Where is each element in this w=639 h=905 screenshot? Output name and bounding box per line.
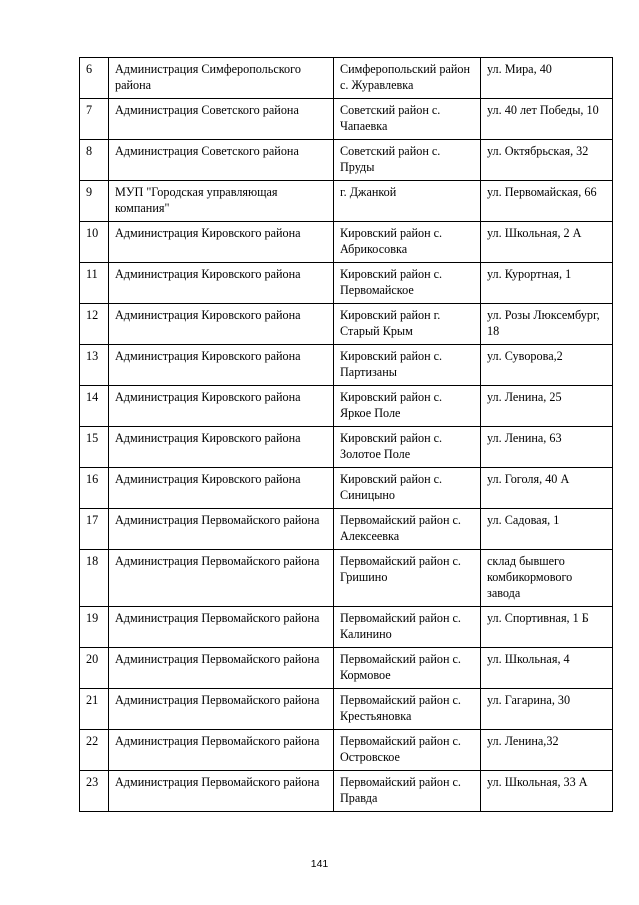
locality-cell: Кировский район с. Партизаны	[334, 345, 481, 386]
address-cell: ул. Ленина, 63	[481, 427, 613, 468]
organization-cell: Администрация Первомайского района	[109, 607, 334, 648]
locality-cell: Первомайский район с. Островское	[334, 730, 481, 771]
address-cell: ул. Гагарина, 30	[481, 689, 613, 730]
organization-cell: Администрация Первомайского района	[109, 771, 334, 812]
table-row	[80, 607, 613, 648]
table-row	[80, 345, 613, 386]
address-cell: ул. Ленина, 25	[481, 386, 613, 427]
table-row	[80, 509, 613, 550]
row-number-cell: 9	[80, 181, 109, 222]
organization-cell: МУП "Городская управляющая компания"	[109, 181, 334, 222]
table-row	[80, 771, 613, 812]
table-row	[80, 263, 613, 304]
row-number-cell: 6	[80, 58, 109, 99]
row-number-cell: 10	[80, 222, 109, 263]
locality-cell: Первомайский район с. Алексеевка	[334, 509, 481, 550]
row-number-cell: 7	[80, 99, 109, 140]
row-number-cell: 22	[80, 730, 109, 771]
table-row	[80, 730, 613, 771]
row-number-cell: 17	[80, 509, 109, 550]
table-row	[80, 99, 613, 140]
row-number-cell: 19	[80, 607, 109, 648]
locality-cell: Кировский район с. Синицыно	[334, 468, 481, 509]
table-row	[80, 140, 613, 181]
row-number-cell: 16	[80, 468, 109, 509]
locality-cell: Первомайский район с. Крестьяновка	[334, 689, 481, 730]
row-number-cell: 15	[80, 427, 109, 468]
organization-cell: Администрация Кировского района	[109, 386, 334, 427]
locality-cell: Советский район с. Чапаевка	[334, 99, 481, 140]
address-cell: ул. Мира, 40	[481, 58, 613, 99]
locality-cell: Первомайский район с. Кормовое	[334, 648, 481, 689]
row-number-cell: 11	[80, 263, 109, 304]
organization-cell: Администрация Кировского района	[109, 345, 334, 386]
locality-cell: Кировский район с. Золотое Поле	[334, 427, 481, 468]
address-cell: ул. Спортивная, 1 Б	[481, 607, 613, 648]
address-cell: ул. Ленина,32	[481, 730, 613, 771]
address-cell: склад бывшего комбикормового завода	[481, 550, 613, 607]
locality-cell: Кировский район с. Абрикосовка	[334, 222, 481, 263]
organization-cell: Администрация Первомайского района	[109, 648, 334, 689]
page-number: 141	[310, 858, 329, 870]
address-cell: ул. Школьная, 4	[481, 648, 613, 689]
address-cell: ул. Школьная, 33 А	[481, 771, 613, 812]
organization-cell: Администрация Советского района	[109, 140, 334, 181]
row-number-cell: 12	[80, 304, 109, 345]
locality-cell: Кировский район с. Первомайское	[334, 263, 481, 304]
organization-cell: Администрация Кировского района	[109, 222, 334, 263]
address-cell: ул. Первомайская, 66	[481, 181, 613, 222]
organization-cell: Администрация Кировского района	[109, 304, 334, 345]
organization-cell: Администрация Кировского района	[109, 468, 334, 509]
row-number-cell: 23	[80, 771, 109, 812]
organization-cell: Администрация Первомайского района	[109, 509, 334, 550]
document-table	[79, 57, 613, 812]
organization-cell: Администрация Кировского района	[109, 427, 334, 468]
table-row	[80, 386, 613, 427]
organization-cell: Администрация Первомайского района	[109, 730, 334, 771]
locality-cell: Первомайский район с. Правда	[334, 771, 481, 812]
organization-cell: Администрация Первомайского района	[109, 550, 334, 607]
address-cell: ул. Октябрьская, 32	[481, 140, 613, 181]
row-number-cell: 8	[80, 140, 109, 181]
table-row	[80, 550, 613, 607]
address-cell: ул. Гоголя, 40 А	[481, 468, 613, 509]
table-row	[80, 58, 613, 99]
locality-cell: Первомайский район с. Гришино	[334, 550, 481, 607]
address-cell: ул. Курортная, 1	[481, 263, 613, 304]
table-row	[80, 304, 613, 345]
row-number-cell: 13	[80, 345, 109, 386]
row-number-cell: 20	[80, 648, 109, 689]
table-row	[80, 468, 613, 509]
row-number-cell: 18	[80, 550, 109, 607]
address-cell: ул. Садовая, 1	[481, 509, 613, 550]
table-row	[80, 427, 613, 468]
locality-cell: Кировский район г. Старый Крым	[334, 304, 481, 345]
row-number-cell: 14	[80, 386, 109, 427]
organization-cell: Администрация Симферопольского района	[109, 58, 334, 99]
organization-cell: Администрация Первомайского района	[109, 689, 334, 730]
locality-cell: Симферопольский район с. Журавлевка	[334, 58, 481, 99]
row-number-cell: 21	[80, 689, 109, 730]
table-row	[80, 222, 613, 263]
organization-cell: Администрация Кировского района	[109, 263, 334, 304]
address-cell: ул. 40 лет Победы, 10	[481, 99, 613, 140]
locality-cell: Кировский район с. Яркое Поле	[334, 386, 481, 427]
locality-cell: г. Джанкой	[334, 181, 481, 222]
table-row	[80, 181, 613, 222]
address-cell: ул. Суворова,2	[481, 345, 613, 386]
table-row	[80, 648, 613, 689]
locality-cell: Советский район с. Пруды	[334, 140, 481, 181]
address-cell: ул. Розы Люксембург, 18	[481, 304, 613, 345]
organization-cell: Администрация Советского района	[109, 99, 334, 140]
locality-cell: Первомайский район с. Калинино	[334, 607, 481, 648]
table-row	[80, 689, 613, 730]
address-cell: ул. Школьная, 2 А	[481, 222, 613, 263]
